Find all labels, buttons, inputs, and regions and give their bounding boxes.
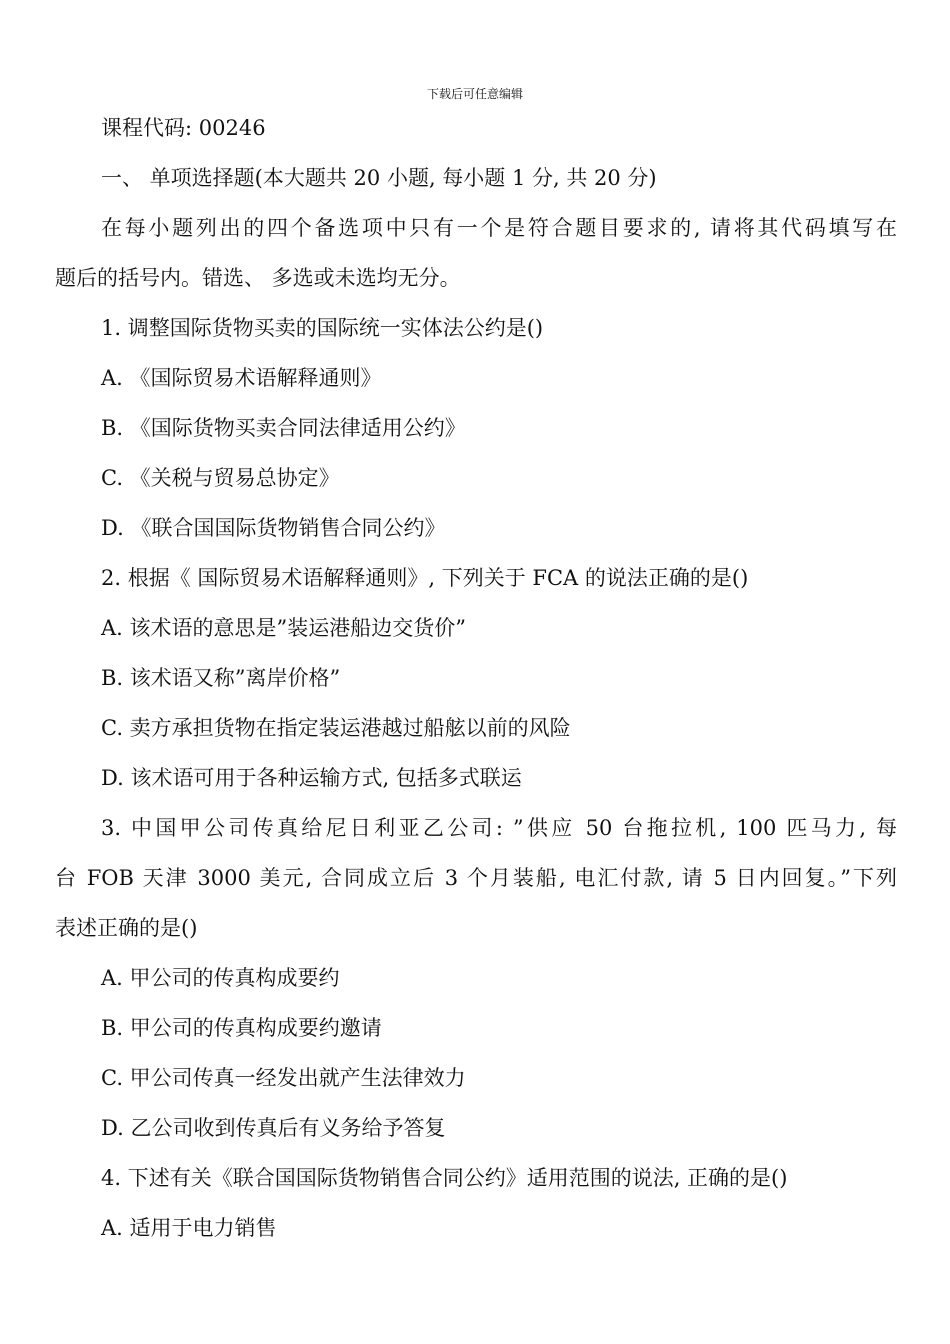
page-header-note: 下载后可任意编辑 xyxy=(426,87,523,101)
answer-option: C. 《关税与贸易总协定》 xyxy=(101,466,340,490)
question-stem: 1. 调整国际货物买卖的国际统一实体法公约是() xyxy=(101,316,544,340)
question-stem: 4. 下述有关《联合国国际货物销售合同公约》适用范围的说法, 正确的是() xyxy=(101,1166,788,1190)
answer-option: A. 该术语的意思是”装运港船边交货价” xyxy=(101,616,466,640)
answer-option: D. 乙公司收到传真后有义务给予答复 xyxy=(101,1116,446,1140)
question-stem: 表述正确的是() xyxy=(55,916,198,940)
answer-option: B. 《国际货物买卖合同法律适用公约》 xyxy=(101,416,466,440)
answer-option: C. 卖方承担货物在指定装运港越过船舷以前的风险 xyxy=(101,716,571,740)
instruction-text: 题后的括号内。错选、 多选或未选均无分。 xyxy=(55,266,461,290)
answer-option: A. 适用于电力销售 xyxy=(101,1216,277,1240)
answer-option: C. 甲公司传真一经发出就产生法律效力 xyxy=(101,1066,466,1090)
section-title: 一、 单项选择题(本大题共 20 小题, 每小题 1 分, 共 20 分) xyxy=(101,166,657,190)
answer-option: A. 《国际贸易术语解释通则》 xyxy=(101,366,382,390)
answer-option: B. 甲公司的传真构成要约邀请 xyxy=(101,1016,382,1040)
answer-option: A. 甲公司的传真构成要约 xyxy=(101,966,340,990)
question-stem: 2. 根据《 国际贸易术语解释通则》, 下列关于 FCA 的说法正确的是() xyxy=(101,566,749,590)
answer-option: D. 该术语可用于各种运输方式, 包括多式联运 xyxy=(101,766,522,790)
instruction-text: 在每小题列出的四个备选项中只有一个是符合题目要求的, 请将其代码填写在 xyxy=(101,216,897,240)
question-stem: 台 FOB 天津 3000 美元, 合同成立后 3 个月装船, 电汇付款, 请 5 日内回复。”下列 xyxy=(55,866,897,890)
document-body xyxy=(55,103,897,1253)
question-stem: 3. 中国甲公司传真给尼日利亚乙公司: ”供应 50 台拖拉机, 100 匹马力, 每 xyxy=(101,816,897,840)
answer-option: B. 该术语又称”离岸价格” xyxy=(101,666,341,690)
answer-option: D. 《联合国国际货物销售合同公约》 xyxy=(101,516,446,540)
course-code: 课程代码: 00246 xyxy=(101,116,266,140)
